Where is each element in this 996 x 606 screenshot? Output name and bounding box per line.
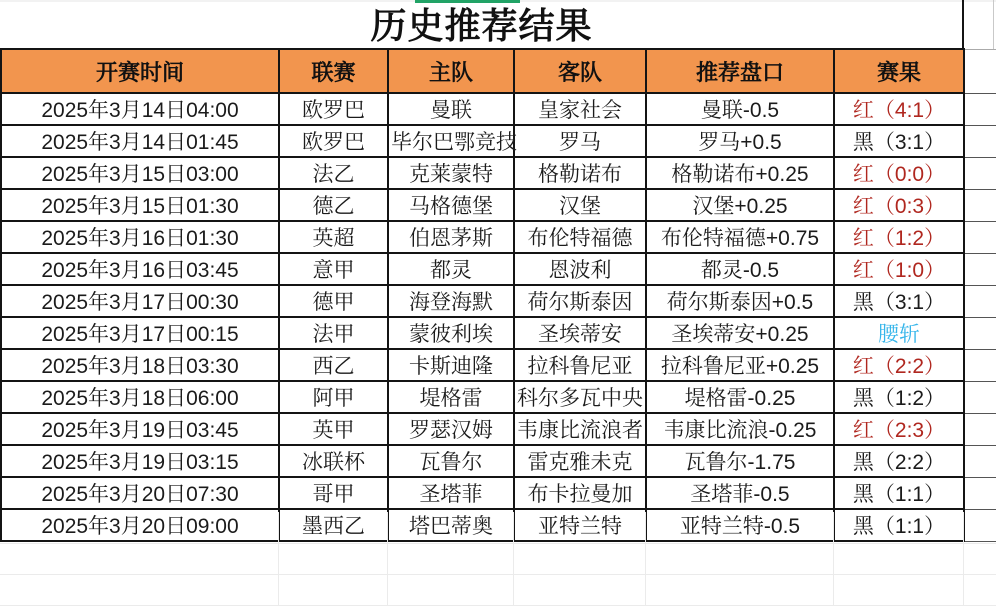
cell-away[interactable]: 亚特兰特 — [514, 509, 646, 541]
cell-time[interactable]: 2025年3月19日03:15 — [1, 445, 279, 477]
cell-league[interactable]: 冰联杯 — [279, 445, 388, 477]
cell-time[interactable]: 2025年3月16日03:45 — [1, 253, 279, 285]
column-header-6[interactable]: 赛果 — [834, 49, 964, 93]
cell-away[interactable]: 罗马 — [514, 125, 646, 157]
green-accent-bar — [415, 0, 520, 3]
cell-league[interactable]: 英超 — [279, 221, 388, 253]
cell-result[interactable]: 红（0:3） — [834, 189, 964, 221]
table-row — [1, 381, 996, 413]
table-row — [1, 317, 996, 349]
table-row — [1, 477, 996, 509]
empty-header-cell[interactable] — [964, 49, 996, 93]
cell-league[interactable]: 德甲 — [279, 285, 388, 317]
cell-handicap[interactable]: 韦康比流浪-0.25 — [646, 413, 834, 445]
empty-cell[interactable] — [964, 349, 996, 381]
cell-time[interactable]: 2025年3月15日03:00 — [1, 157, 279, 189]
cell-home[interactable]: 罗瑟汉姆 — [388, 413, 514, 445]
cell-away[interactable]: 圣埃蒂安 — [514, 317, 646, 349]
cell-time[interactable]: 2025年3月14日01:45 — [1, 125, 279, 157]
column-header-4[interactable]: 客队 — [514, 49, 646, 93]
empty-cell[interactable] — [964, 125, 996, 157]
empty-cell[interactable] — [964, 413, 996, 445]
cell-home[interactable]: 卡斯迪隆 — [388, 349, 514, 381]
cell-league[interactable]: 欧罗巴 — [279, 125, 388, 157]
cell-result[interactable]: 红（4:1） — [834, 93, 964, 125]
cell-away[interactable]: 韦康比流浪者 — [514, 413, 646, 445]
cell-home[interactable]: 都灵 — [388, 253, 514, 285]
cell-time[interactable]: 2025年3月17日00:30 — [1, 285, 279, 317]
table-row — [1, 221, 996, 253]
cell-league[interactable]: 英甲 — [279, 413, 388, 445]
cell-league[interactable]: 西乙 — [279, 349, 388, 381]
cell-away[interactable]: 格勒诺布 — [514, 157, 646, 189]
table-row — [1, 445, 996, 477]
cell-league[interactable]: 意甲 — [279, 253, 388, 285]
cell-league[interactable]: 阿甲 — [279, 381, 388, 413]
cell-result[interactable]: 红（0:0） — [834, 157, 964, 189]
table-row — [1, 349, 996, 381]
column-header-1[interactable]: 开赛时间 — [1, 49, 279, 93]
cell-time[interactable]: 2025年3月16日01:30 — [1, 221, 279, 253]
empty-cell[interactable] — [964, 285, 996, 317]
cell-time[interactable]: 2025年3月18日06:00 — [1, 381, 279, 413]
cell-result[interactable]: 黑（3:1） — [834, 285, 964, 317]
cell-handicap[interactable]: 荷尔斯泰因+0.5 — [646, 285, 834, 317]
cell-league[interactable]: 法甲 — [279, 317, 388, 349]
cell-away[interactable]: 拉科鲁尼亚 — [514, 349, 646, 381]
grid-line-vertical — [993, 0, 994, 49]
cell-result[interactable]: 腰斩 — [834, 317, 964, 349]
cell-league[interactable]: 哥甲 — [279, 477, 388, 509]
cell-handicap[interactable]: 堤格雷-0.25 — [646, 381, 834, 413]
cell-time[interactable]: 2025年3月18日03:30 — [1, 349, 279, 381]
cell-home[interactable]: 毕尔巴鄂竞技 — [388, 125, 514, 157]
table-row — [1, 189, 996, 221]
empty-cell[interactable] — [964, 381, 996, 413]
empty-cell[interactable] — [964, 253, 996, 285]
cell-home[interactable]: 堤格雷 — [388, 381, 514, 413]
empty-cell[interactable] — [964, 93, 996, 125]
cell-handicap[interactable]: 瓦鲁尔-1.75 — [646, 445, 834, 477]
table-row — [1, 285, 996, 317]
cell-result[interactable]: 红（1:0） — [834, 253, 964, 285]
cell-result[interactable]: 红（2:2） — [834, 349, 964, 381]
cell-away[interactable]: 布伦特福德 — [514, 221, 646, 253]
cell-league[interactable]: 墨西乙 — [279, 509, 388, 541]
cell-handicap[interactable]: 曼联-0.5 — [646, 93, 834, 125]
cell-result[interactable]: 黑（1:1） — [834, 477, 964, 509]
page-title: 历史推荐结果 — [370, 5, 593, 46]
cell-handicap[interactable]: 罗马+0.5 — [646, 125, 834, 157]
cell-handicap[interactable]: 亚特兰特-0.5 — [646, 509, 834, 541]
cell-handicap[interactable]: 都灵-0.5 — [646, 253, 834, 285]
cell-time[interactable]: 2025年3月20日09:00 — [1, 509, 279, 541]
cell-away[interactable]: 恩波利 — [514, 253, 646, 285]
column-header-2[interactable]: 联赛 — [279, 49, 388, 93]
grid-line-horizontal — [0, 574, 996, 575]
cell-result[interactable]: 黑（1:1） — [834, 509, 964, 541]
cell-league[interactable]: 法乙 — [279, 157, 388, 189]
cell-home[interactable]: 克莱蒙特 — [388, 157, 514, 189]
column-header-5[interactable]: 推荐盘口 — [646, 49, 834, 93]
empty-cell[interactable] — [964, 317, 996, 349]
cell-away[interactable]: 雷克雅未克 — [514, 445, 646, 477]
cell-away[interactable]: 荷尔斯泰因 — [514, 285, 646, 317]
cell-handicap[interactable]: 汉堡+0.25 — [646, 189, 834, 221]
cell-home[interactable]: 圣塔菲 — [388, 477, 514, 509]
cell-home[interactable]: 曼联 — [388, 93, 514, 125]
cell-time[interactable]: 2025年3月17日00:15 — [1, 317, 279, 349]
cell-handicap[interactable]: 拉科鲁尼亚+0.25 — [646, 349, 834, 381]
cell-result[interactable]: 红（2:3） — [834, 413, 964, 445]
cell-result[interactable]: 黑（1:2） — [834, 381, 964, 413]
cell-result[interactable]: 黑（2:2） — [834, 445, 964, 477]
table-row — [1, 93, 996, 125]
cell-home[interactable]: 伯恩茅斯 — [388, 221, 514, 253]
cell-home[interactable]: 瓦鲁尔 — [388, 445, 514, 477]
cell-handicap[interactable]: 格勒诺布+0.25 — [646, 157, 834, 189]
cell-time[interactable]: 2025年3月14日04:00 — [1, 93, 279, 125]
recommendation-table — [0, 48, 996, 542]
cell-away[interactable]: 科尔多瓦中央 — [514, 381, 646, 413]
cell-handicap[interactable]: 圣埃蒂安+0.25 — [646, 317, 834, 349]
cell-away[interactable]: 布卡拉曼加 — [514, 477, 646, 509]
cell-home[interactable]: 海登海默 — [388, 285, 514, 317]
table-row — [1, 509, 996, 541]
table-row — [1, 413, 996, 445]
empty-cell[interactable] — [964, 509, 996, 541]
cell-away[interactable]: 皇家社会 — [514, 93, 646, 125]
empty-cell[interactable] — [964, 189, 996, 221]
cell-time[interactable]: 2025年3月15日01:30 — [1, 189, 279, 221]
grid-line-horizontal — [0, 543, 996, 544]
cell-home[interactable]: 塔巴蒂奥 — [388, 509, 514, 541]
table-row — [1, 157, 996, 189]
empty-cell[interactable] — [964, 445, 996, 477]
column-header-3[interactable]: 主队 — [388, 49, 514, 93]
cell-handicap[interactable]: 圣塔菲-0.5 — [646, 477, 834, 509]
cell-home[interactable]: 蒙彼利埃 — [388, 317, 514, 349]
cell-home[interactable]: 马格德堡 — [388, 189, 514, 221]
cell-away[interactable]: 汉堡 — [514, 189, 646, 221]
table-row — [1, 253, 996, 285]
cell-handicap[interactable]: 布伦特福德+0.75 — [646, 221, 834, 253]
cell-time[interactable]: 2025年3月19日03:45 — [1, 413, 279, 445]
cell-result[interactable]: 黑（3:1） — [834, 125, 964, 157]
empty-cell[interactable] — [964, 477, 996, 509]
cell-result[interactable]: 红（1:2） — [834, 221, 964, 253]
cell-time[interactable]: 2025年3月20日07:30 — [1, 477, 279, 509]
empty-cell[interactable] — [964, 157, 996, 189]
table-header-row — [1, 49, 996, 93]
empty-cell[interactable] — [964, 221, 996, 253]
cell-league[interactable]: 德乙 — [279, 189, 388, 221]
cell-league[interactable]: 欧罗巴 — [279, 93, 388, 125]
table-row — [1, 125, 996, 157]
